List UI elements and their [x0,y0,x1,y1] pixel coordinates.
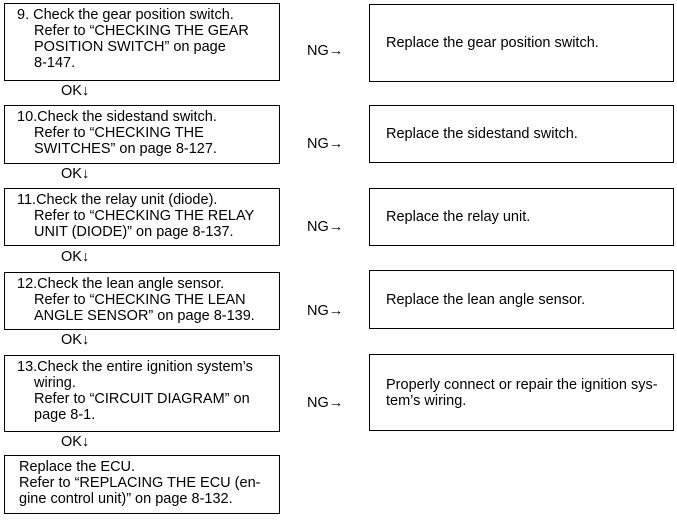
step-10-ok-label: OK↓ [61,166,90,182]
step-10-ng-label: NG→ [307,136,344,152]
step-11-action-box [369,188,674,246]
step-9-box [4,3,280,81]
step-11-ok-label: OK↓ [61,249,90,265]
step-11-ref-line-2: UNIT (DIODE)” on page 8-137. [34,224,234,240]
step-13-title: 13.Check the entire ignition system’s [17,359,253,375]
final-step-line-1: Replace the ECU. [19,459,136,475]
step-10-action-box [369,105,674,163]
step-13-action-line-1: Properly connect or repair the ignition sys- [386,376,658,393]
step-11-title: 11.Check the relay unit (diode). [17,192,218,208]
step-12-title: 12.Check the lean angle sensor. [17,276,225,292]
step-11-box [4,188,280,246]
step-13-title-cont: wiring. [34,375,76,391]
step-9-title: 9. Check the gear position switch. [17,7,234,23]
step-9-ref-line-3: 8-147. [34,55,76,71]
step-13-ref-line-1: Refer to “CIRCUIT DIAGRAM” on [34,391,250,407]
step-10-action-text: Replace the sidestand switch. [386,126,578,142]
step-12-ok-label: OK↓ [61,332,90,348]
step-9-ng-label: NG→ [307,43,344,59]
step-10-title: 10.Check the sidestand switch. [17,109,217,125]
step-13-ng-label: NG→ [307,395,344,411]
step-11-ref-line-1: Refer to “CHECKING THE RELAY [34,208,255,224]
step-13-ref-line-2: page 8-1. [34,407,96,423]
step-10-ref-line-1: Refer to “CHECKING THE [34,125,204,141]
step-13-action-box [369,354,674,431]
step-10-ref-line-2: SWITCHES” on page 8-127. [34,141,217,157]
step-11-action-text: Replace the relay unit. [386,209,531,225]
step-13-ok-label: OK↓ [61,434,90,450]
step-12-ref-line-1: Refer to “CHECKING THE LEAN [34,292,246,308]
step-9-ref-line-1: Refer to “CHECKING THE GEAR [34,23,249,39]
step-9-action-text: Replace the gear position switch. [386,35,599,51]
step-9-ok-label: OK↓ [61,83,90,99]
step-10-box [4,105,280,164]
step-12-ng-label: NG→ [307,303,344,319]
step-12-ref-line-2: ANGLE SENSOR” on page 8-139. [34,308,255,324]
step-12-action-text: Replace the lean angle sensor. [386,291,586,308]
step-12-box [4,272,280,330]
step-13-action-line-2: tem’s wiring. [386,392,467,409]
final-step-box [4,455,280,514]
final-step-line-3: gine control unit)” on page 8-132. [19,491,233,507]
final-step-line-2: Refer to “REPLACING THE ECU (en- [19,475,261,491]
step-9-ref-line-2: POSITION SWITCH” on page [34,39,226,55]
step-11-ng-label: NG→ [307,219,344,235]
step-9-action-box [369,4,674,82]
step-13-box [4,355,280,432]
step-12-action-box [369,270,674,329]
